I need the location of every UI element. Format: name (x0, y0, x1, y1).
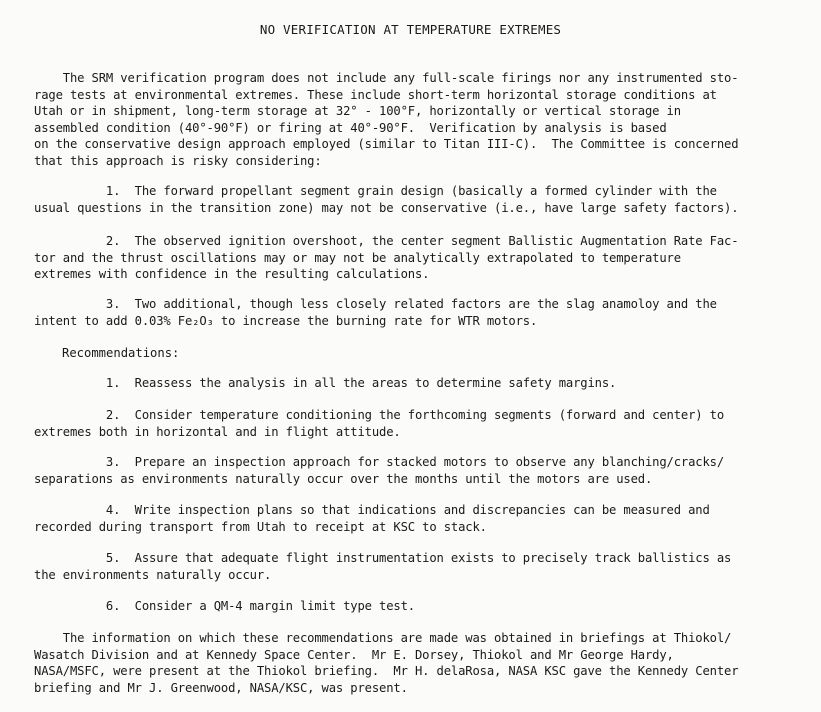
concern-3 (34, 296, 794, 329)
closing-line: briefing and Mr J. Greenwood, NASA/KSC, was present. (34, 680, 408, 695)
recommendation-line: 6. Consider a QM-4 margin limit type test. (34, 599, 415, 613)
concern-line: extremes with confidence in the resulting calculations. (34, 267, 430, 281)
intro-line: that this approach is risky considering: (34, 153, 322, 168)
recommendation-1 (34, 375, 794, 392)
recommendation-line: extremes both in horizontal and in flight attitude. (34, 424, 401, 439)
recommendation-line: 2. Consider temperature conditioning the forthcoming segments (forward and center) to (34, 408, 724, 422)
concern-line: 1. The forward propellant segment grain design (basically a formed cylinder with the (34, 184, 717, 198)
page-title: NO VERIFICATION AT TEMPERATURE EXTREMES (259, 22, 562, 37)
recommendation-line: separations as environments naturally occur over the months until the motors are used. (34, 471, 653, 486)
concern-1 (34, 183, 794, 216)
closing-line: The information on which these recommendations are made was obtained in briefings at Thiokol/ (34, 631, 732, 645)
intro-line: assembled condition (40°-90°F) or firing at 40°-90°F. Verification by analysis is based (34, 120, 667, 135)
recommendations-heading: Recommendations: (62, 346, 180, 360)
intro-line: Utah or in shipment, long-term storage at 32° - 100°F, horizontally or vertical storage in (34, 104, 681, 118)
intro-line: The SRM verification program does not include any full-scale firings nor any instrumented sto- (34, 71, 739, 85)
intro-line: rage tests at environmental extremes. These include short-term horizontal storage conditions at (34, 87, 717, 102)
concern-line: intent to add 0.03% Fe₂O₃ to increase the burning rate for WTR motors. (34, 313, 538, 328)
recommendation-line: 5. Assure that adequate flight instrumentation exists to precisely track ballistics as (34, 551, 732, 565)
recommendation-line: 3. Prepare an inspection approach for stacked motors to observe any blanching/cracks/ (34, 455, 724, 469)
concern-line: 2. The observed ignition overshoot, the center segment Ballistic Augmentation Rate Fac- (34, 234, 739, 248)
concern-line: tor and the thrust oscillations may or may not be analytically extrapolated to temperature (34, 250, 681, 265)
recommendation-line: recorded during transport from Utah to receipt at KSC to stack. (34, 519, 487, 534)
closing-line: NASA/MSFC, were present at the Thiokol briefing. Mr H. delaRosa, NASA KSC gave the Kennedy Center (34, 664, 739, 678)
concern-2 (34, 233, 794, 283)
closing-line: Wasatch Division and at Kennedy Space Center. Mr E. Dorsey, Thiokol and Mr George Hardy, (34, 647, 674, 662)
recommendation-6 (34, 598, 794, 615)
concern-line: usual questions in the transition zone) may not be conservative (i.e., have large safety factors). (34, 200, 739, 215)
recommendation-line: 4. Write inspection plans so that indications and discrepancies can be measured and (34, 503, 710, 517)
recommendation-4 (34, 502, 794, 535)
intro-line: on the conservative design approach employed (similar to Titan III-C). The Committee is concerned (34, 137, 739, 151)
recommendation-2 (34, 407, 794, 440)
recommendation-5 (34, 550, 794, 583)
recommendation-line: the environments naturally occur. (34, 567, 272, 582)
recommendation-line: 1. Reassess the analysis in all the areas to determine safety margins. (34, 376, 617, 390)
intro-paragraph (34, 70, 794, 169)
closing-paragraph (34, 630, 794, 696)
concern-line: 3. Two additional, though less closely related factors are the slag anamoloy and the (34, 297, 717, 311)
recommendation-3 (34, 454, 794, 487)
